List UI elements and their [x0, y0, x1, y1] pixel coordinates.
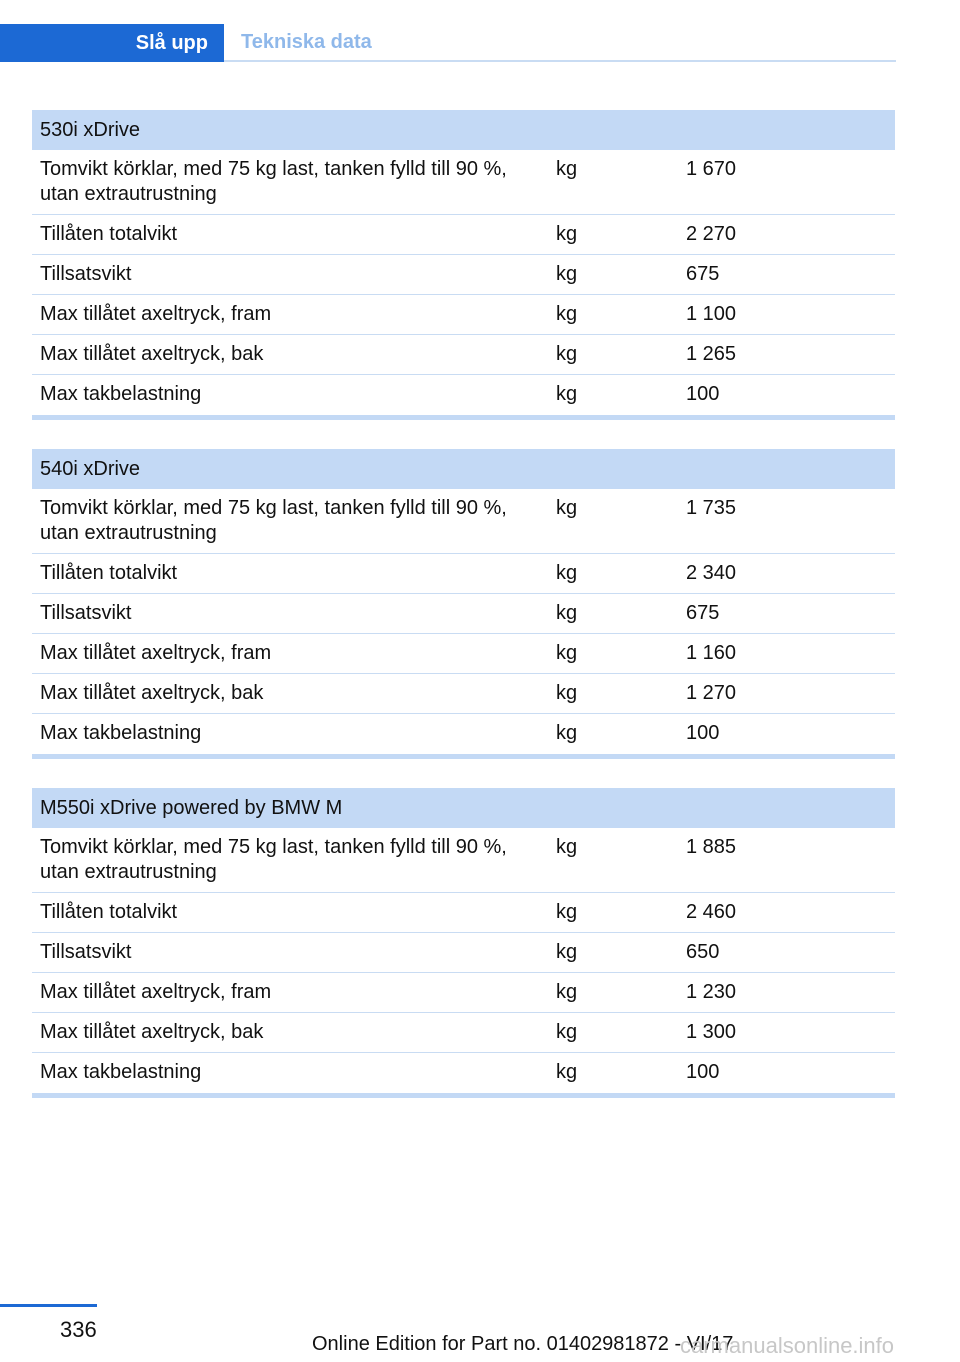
row-value: 1 885	[686, 836, 737, 858]
tab-sla-upp[interactable]: Slå upp	[0, 24, 224, 62]
table-row	[32, 554, 895, 594]
row-label: Max tillåtet axeltryck, bak	[40, 1021, 264, 1043]
row-unit: kg	[556, 562, 578, 584]
row-value: 100	[686, 383, 720, 405]
row-label: Max tillåtet axeltryck, bak	[40, 682, 264, 704]
row-label: Tillsatsvikt	[40, 941, 132, 963]
table-row	[32, 489, 895, 554]
weights-table-530i	[32, 110, 895, 420]
page-number: 336	[60, 1317, 97, 1342]
row-value: 2 270	[686, 223, 737, 245]
table-end-bar	[32, 415, 895, 420]
table-row	[32, 1013, 895, 1053]
table-row	[32, 375, 895, 415]
row-unit: kg	[556, 602, 578, 624]
row-unit: kg	[556, 497, 578, 519]
row-value: 650	[686, 941, 720, 963]
row-unit: kg	[556, 722, 578, 744]
row-value: 1 100	[686, 303, 737, 325]
row-value: 1 735	[686, 497, 737, 519]
row-value: 100	[686, 1061, 720, 1083]
row-label: Tillåten totalvikt	[40, 562, 178, 584]
row-unit: kg	[556, 1061, 578, 1083]
watermark: carmanualsonline.info	[680, 1333, 895, 1358]
table-row	[32, 634, 895, 674]
weights-table-540i	[32, 449, 895, 759]
weights-table-m550i	[32, 788, 895, 1098]
header-tabbar	[0, 24, 896, 62]
row-label: Tillåten totalvikt	[40, 901, 178, 923]
row-label: Max takbelastning	[40, 722, 202, 744]
row-unit: kg	[556, 263, 578, 285]
row-label: Tillsatsvikt	[40, 263, 132, 285]
row-value: 1 160	[686, 642, 737, 664]
tab-tekniska-data[interactable]: Tekniska data	[241, 30, 372, 53]
table-row	[32, 933, 895, 973]
row-label: Tomvikt körklar, med 75 kg last, tanken fylld till 90 %, utan extrautrustning	[40, 497, 507, 544]
table-row	[32, 893, 895, 933]
row-value: 1 270	[686, 682, 737, 704]
table-end-bar	[32, 754, 895, 759]
row-value: 675	[686, 263, 720, 285]
table-row	[32, 295, 895, 335]
row-unit: kg	[556, 836, 578, 858]
table-row	[32, 828, 895, 893]
row-unit: kg	[556, 383, 578, 405]
edition-note: Online Edition for Part no. 01402981872 - VI/17	[312, 1333, 734, 1355]
row-unit: kg	[556, 1021, 578, 1043]
table-row	[32, 335, 895, 375]
row-value: 1 230	[686, 981, 737, 1003]
row-value: 2 460	[686, 901, 737, 923]
table-row	[32, 594, 895, 634]
row-value: 1 265	[686, 343, 737, 365]
row-label: Max takbelastning	[40, 1061, 202, 1083]
row-unit: kg	[556, 343, 578, 365]
table-row	[32, 973, 895, 1013]
table-title: 530i xDrive	[32, 110, 895, 150]
row-label: Tomvikt körklar, med 75 kg last, tanken fylld till 90 %, utan extrautrustning	[40, 836, 507, 883]
row-label: Max tillåtet axeltryck, bak	[40, 343, 264, 365]
row-unit: kg	[556, 223, 578, 245]
row-unit: kg	[556, 158, 578, 180]
row-unit: kg	[556, 901, 578, 923]
row-value: 1 670	[686, 158, 737, 180]
row-unit: kg	[556, 682, 578, 704]
table-row	[32, 255, 895, 295]
row-value: 100	[686, 722, 720, 744]
row-unit: kg	[556, 642, 578, 664]
row-label: Max takbelastning	[40, 383, 202, 405]
table-title: 540i xDrive	[32, 449, 895, 489]
page-number-rule	[0, 1304, 97, 1307]
row-label: Tillåten totalvikt	[40, 223, 178, 245]
table-title: M550i xDrive powered by BMW M	[32, 788, 895, 828]
table-row	[32, 1053, 895, 1093]
row-label: Tomvikt körklar, med 75 kg last, tanken fylld till 90 %, utan extrautrustning	[40, 158, 507, 205]
row-label: Max tillåtet axeltryck, fram	[40, 642, 272, 664]
row-label: Tillsatsvikt	[40, 602, 132, 624]
row-label: Max tillåtet axeltryck, fram	[40, 981, 272, 1003]
table-row	[32, 714, 895, 754]
table-end-bar	[32, 1093, 895, 1098]
row-value: 675	[686, 602, 720, 624]
row-unit: kg	[556, 941, 578, 963]
row-value: 1 300	[686, 1021, 737, 1043]
row-value: 2 340	[686, 562, 737, 584]
row-label: Max tillåtet axeltryck, fram	[40, 303, 272, 325]
row-unit: kg	[556, 303, 578, 325]
table-row	[32, 150, 895, 215]
table-row	[32, 215, 895, 255]
table-row	[32, 674, 895, 714]
row-unit: kg	[556, 981, 578, 1003]
